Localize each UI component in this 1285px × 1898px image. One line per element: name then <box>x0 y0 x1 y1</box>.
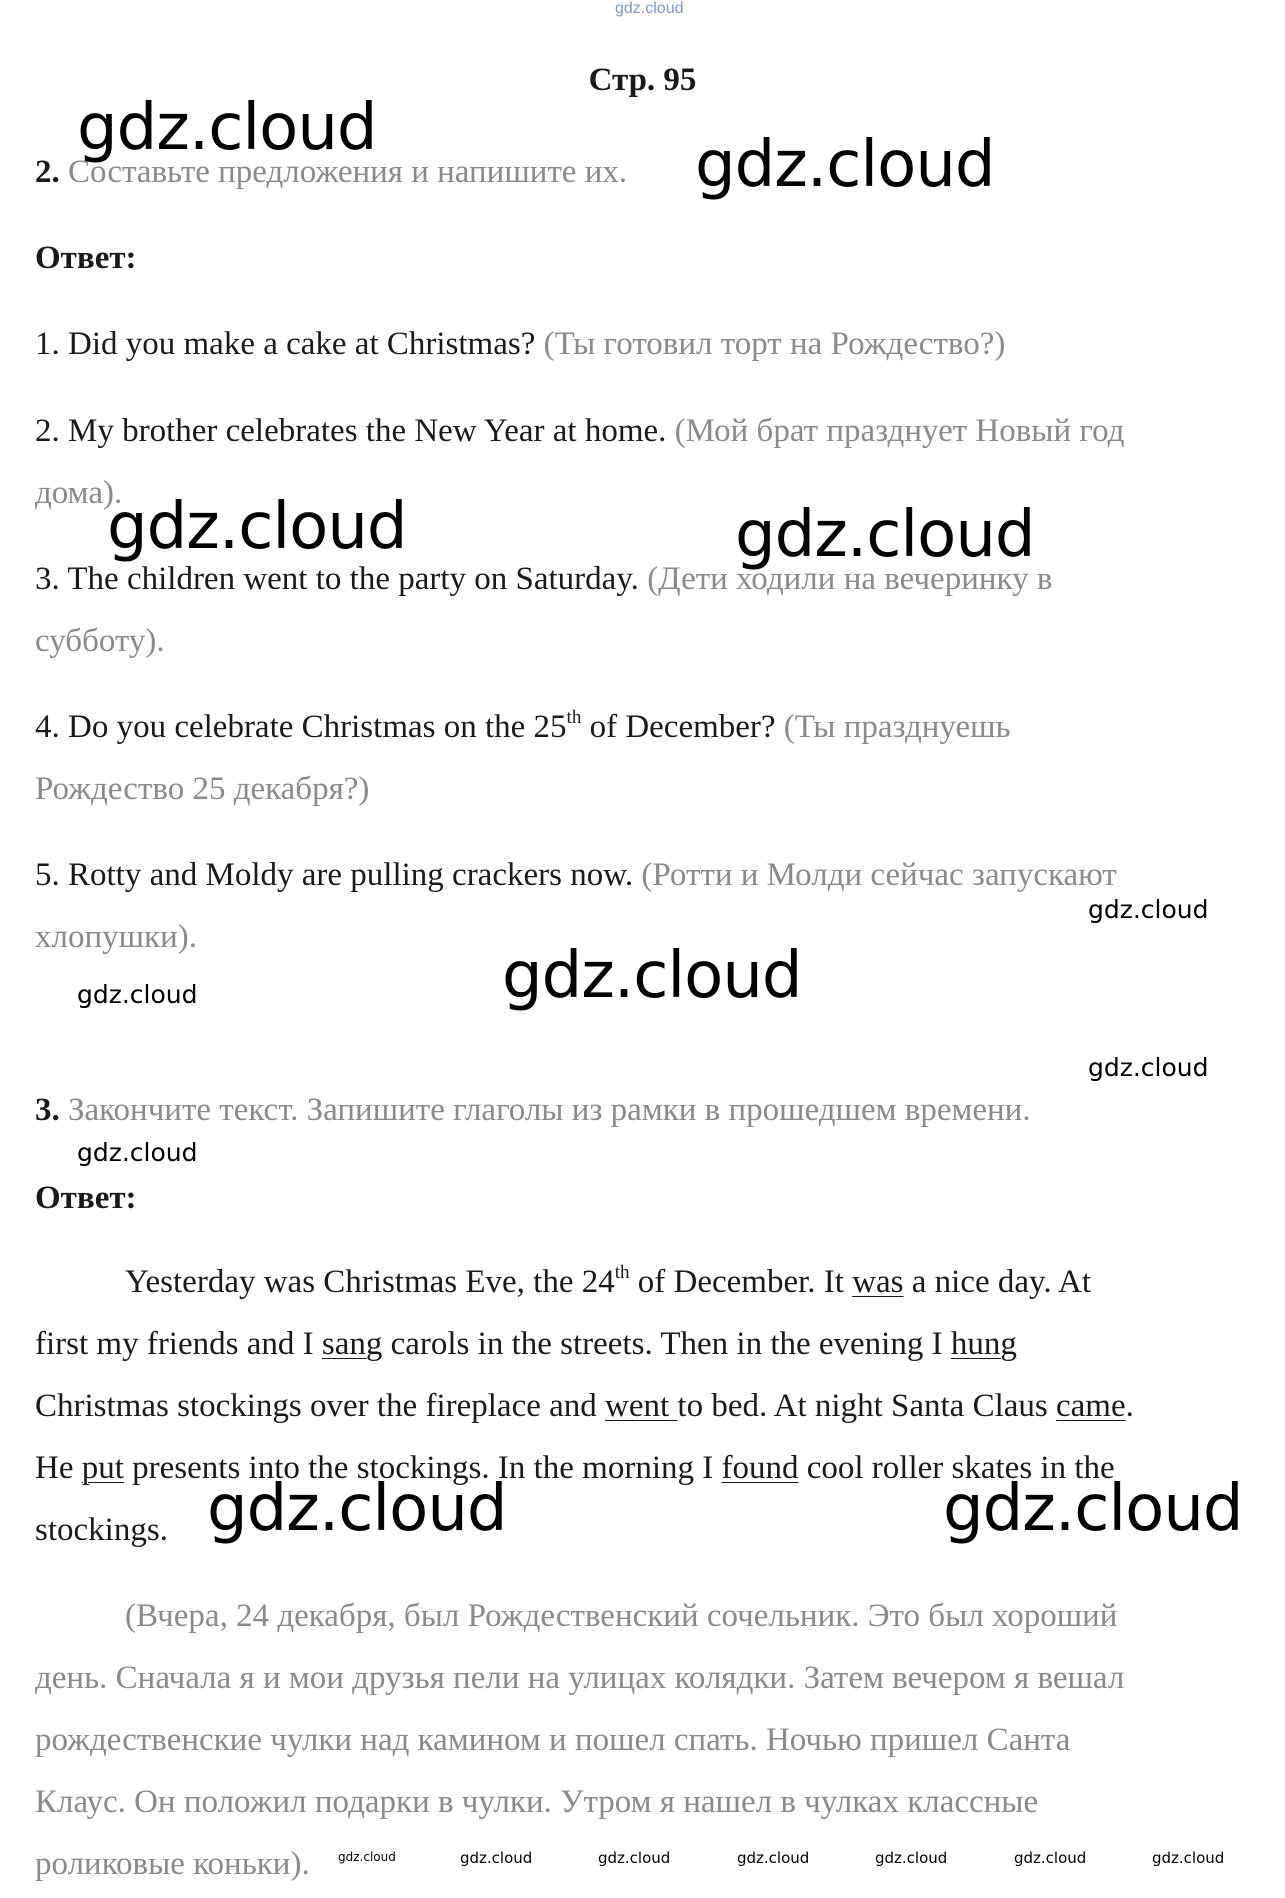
verb-answer: came <box>1056 1388 1126 1424</box>
item-russian: (Ты празднуешь <box>783 709 1011 745</box>
item-russian: (Мой брат празднует Новый год <box>674 413 1125 449</box>
item-english: 4. Do you celebrate Christmas on the 25 <box>35 709 567 745</box>
item-russian: (Дети ходили на вечеринку в <box>647 561 1053 597</box>
top-watermark: gdz.cloud <box>615 0 684 17</box>
watermark: gdz.cloud <box>338 1850 396 1864</box>
watermark: gdz.cloud <box>77 980 198 1009</box>
item-english-cont: of December? <box>581 709 776 745</box>
task3-heading <box>35 1090 1031 1130</box>
item-english: 5. Rotty and Moldy are pulling crackers now. <box>35 857 634 893</box>
story-line-1 <box>125 1262 1091 1302</box>
watermark: gdz.cloud <box>1088 895 1209 924</box>
task2-item-4 <box>35 707 1011 747</box>
story-text: cool roller skates in the <box>798 1450 1115 1486</box>
watermark: gdz.cloud <box>943 1472 1243 1546</box>
story-text: presents into the stockings. In the morning I <box>123 1450 722 1486</box>
watermark: gdz.cloud <box>77 1138 198 1167</box>
task3-number: 3. <box>35 1092 60 1128</box>
task2-instruction: Составьте предложения и напишите их. <box>68 154 628 190</box>
task3-instruction: Закончите текст. Запишите глаголы из рамки в прошедшем времени. <box>68 1092 1031 1128</box>
translation-line-3: рождественские чулки над камином и пошел спать. Ночью пришел Санта <box>35 1722 1071 1758</box>
watermark: gdz.cloud <box>1152 1849 1225 1867</box>
translation-line-4: Клаус. Он положил подарки в чулки. Утром я нашел в чулках классные <box>35 1784 1039 1820</box>
item-russian: (Ты готовил торт на Рождество?) <box>543 326 1006 362</box>
story-text: . <box>1125 1388 1134 1424</box>
story-text: to bed. At night Santa Claus <box>677 1388 1056 1424</box>
watermark: gdz.cloud <box>207 1472 507 1546</box>
verb-answer: hung <box>950 1326 1017 1362</box>
task2-number: 2. <box>35 154 60 190</box>
story-text: a nice day. At <box>903 1264 1092 1300</box>
story-text: of December. It <box>629 1264 853 1300</box>
task2-item-3-cont: субботу). <box>35 623 165 659</box>
task3-answer-label: Ответ: <box>35 1180 137 1216</box>
story-text: Yesterday was Christmas Eve, the 24 <box>125 1264 615 1300</box>
watermark: gdz.cloud <box>695 128 995 202</box>
watermark: gdz.cloud <box>77 91 377 165</box>
item-english: 1. Did you make a cake at Christmas? <box>35 326 536 362</box>
verb-answer: went <box>605 1388 678 1424</box>
task2-item-5-cont: хлопушки). <box>35 919 197 955</box>
story-line-5: stockings. <box>35 1512 168 1548</box>
page-title: Стр. 95 <box>588 62 697 98</box>
watermark: gdz.cloud <box>460 1849 533 1867</box>
story-text: He <box>35 1450 82 1486</box>
watermark: gdz.cloud <box>502 939 802 1013</box>
translation-line-1: (Вчера, 24 декабря, был Рождественский сочельник. Это был хороший <box>125 1598 1118 1634</box>
task2-answer-label: Ответ: <box>35 240 137 276</box>
story-line-3 <box>35 1386 1134 1426</box>
story-line-2 <box>35 1324 1017 1364</box>
translation-line-5: роликовые коньки). <box>35 1846 310 1882</box>
task2-item-2 <box>35 411 1124 451</box>
task2-item-1 <box>35 324 1005 364</box>
watermark: gdz.cloud <box>737 1849 810 1867</box>
translation-line-2: день. Сначала я и мои друзья пели на улицах колядки. Затем вечером я вешал <box>35 1660 1125 1696</box>
verb-answer: was <box>852 1264 904 1300</box>
task2-item-4-cont: Рождество 25 декабря?) <box>35 771 370 807</box>
item-english: 2. My brother celebrates the New Year at home. <box>35 413 667 449</box>
watermark: gdz.cloud <box>598 1849 671 1867</box>
watermark: gdz.cloud <box>107 490 407 564</box>
story-text: Christmas stockings over the fireplace and <box>35 1388 606 1424</box>
item-russian: (Ротти и Молди сейчас запускают <box>641 857 1117 893</box>
item-english: 3. The children went to the party on Saturday. <box>35 561 639 597</box>
story-text: first my friends and I <box>35 1326 322 1362</box>
task2-item-2-cont: дома). <box>35 475 123 511</box>
ordinal-suffix: th <box>566 707 582 728</box>
verb-answer: sang <box>321 1326 383 1362</box>
task2-item-5 <box>35 855 1117 895</box>
story-text: carols in the streets. Then in the evening I <box>382 1326 951 1362</box>
ordinal-suffix: th <box>614 1262 630 1283</box>
verb-answer: put <box>81 1450 124 1486</box>
watermark: gdz.cloud <box>1088 1053 1209 1082</box>
verb-answer: found <box>721 1450 799 1486</box>
watermark: gdz.cloud <box>875 1849 948 1867</box>
watermark: gdz.cloud <box>1014 1849 1087 1867</box>
watermark: gdz.cloud <box>735 498 1035 572</box>
